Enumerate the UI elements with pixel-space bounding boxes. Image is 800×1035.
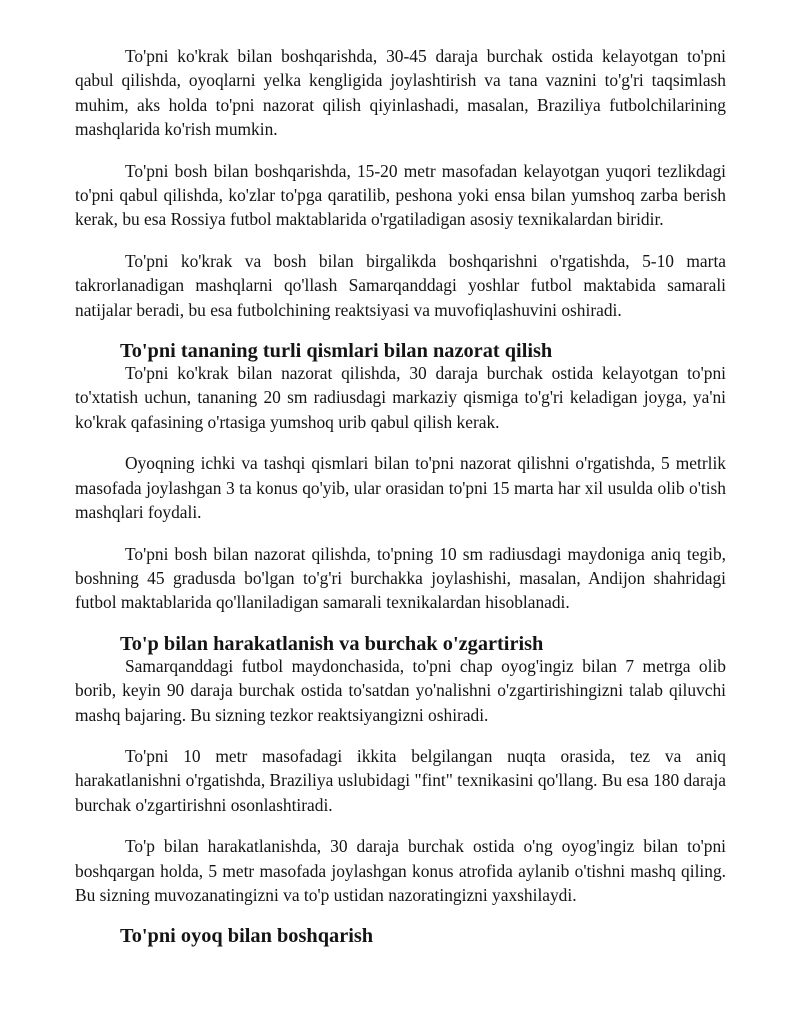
section-heading: To'pni tananing turli qismlari bilan nazorat qilish — [120, 340, 553, 363]
section-heading: To'pni oyoq bilan boshqarish — [120, 925, 374, 948]
paragraph: To'pni bosh bilan boshqarishda, 15-20 metr masofadan kelayotgan yuqori tezlikdagi to'pni qabul qilishda, ko'zlar to'pga qaratilib, peshona yoki ensa bilan yumshoq zarba berish kerak, bu esa Rossiya futbol maktablarida o'rgatiladigan asosiy texnikalardan biridir. — [75, 160, 726, 230]
paragraph: To'pni 10 metr masofadagi ikkita belgilangan nuqta orasida, tez va aniq harakatlanishni o'rgatishda, Braziliya uslubidagi "fint" texnikasini qo'llang. Bu esa 180 daraja burchak o'zgartirishni osonlashtiradi. — [75, 745, 726, 815]
paragraph: Oyoqning ichki va tashqi qismlari bilan to'pni nazorat qilishni o'rgatishda, 5 metrlik masofada joylashgan 3 ta konus qo'yib, ular orasidan to'pni 15 marta har xil usulda olib o'tish mashqlari foydali. — [75, 453, 726, 523]
paragraph: To'pni ko'krak bilan nazorat qilishda, 30 daraja burchak ostida kelayotgan to'pni to'xtatish uchun, tananing 20 sm radiusdagi markaziy qismiga to'g'ri keladigan joyga, ya'ni ko'krak qafasining o'rtasiga yumshoq urib qabul qilish kerak. — [75, 363, 726, 432]
paragraph: To'p bilan harakatlanishda, 30 daraja burchak ostida o'ng oyog'ingiz bilan to'pni boshqargan holda, 5 metr masofada joylashgan konus atrofida aylanib o'tishni mashq qiling. Bu sizning muvozanatingizni va to'p ustidan nazoratingizni yaxshilaydi. — [75, 836, 726, 905]
paragraph: To'pni bosh bilan nazorat qilishda, to'pning 10 sm radiusdagi maydoniga aniq tegib, boshning 45 gradusda bo'lgan to'g'ri burchakka joylashishi, masalan, Andijon shahridagi futbol maktablarida qo'llaniladigan samarali texnikalardan hisoblanadi. — [75, 543, 726, 613]
paragraph: To'pni ko'krak va bosh bilan birgalikda boshqarishni o'rgatishda, 5-10 marta takrorlanadigan mashqlarni qo'llash Samarqanddagi yoshlar futbol maktabida samarali natijalar beradi, bu esa futbolchining reaktsiyasi va muvofiqlashuvini oshiradi. — [75, 250, 726, 320]
paragraph: To'pni ko'krak bilan boshqarishda, 30-45 daraja burchak ostida kelayotgan to'pni qabul qilishda, oyoqlarni yelka kengligida joylashtirish va tana vaznini to'g'ri taqsimlash muhim, aks holda to'pni nazorat qilish qiyinlashadi, masalan, Braziliya futbolchilarining mashqlarida ko'rish mumkin. — [75, 46, 726, 140]
section-heading: To'p bilan harakatlanish va burchak o'zgartirish — [120, 632, 544, 655]
paragraph: Samarqanddagi futbol maydonchasida, to'pni chap oyog'ingiz bilan 7 metrga olib borib, keyin 90 daraja burchak ostida to'satdan yo'nalishni o'zgartirishingizni talab qiluvchi mashq bajaring. Bu sizning tezkor reaktsiyangizni oshiradi. — [75, 655, 726, 725]
